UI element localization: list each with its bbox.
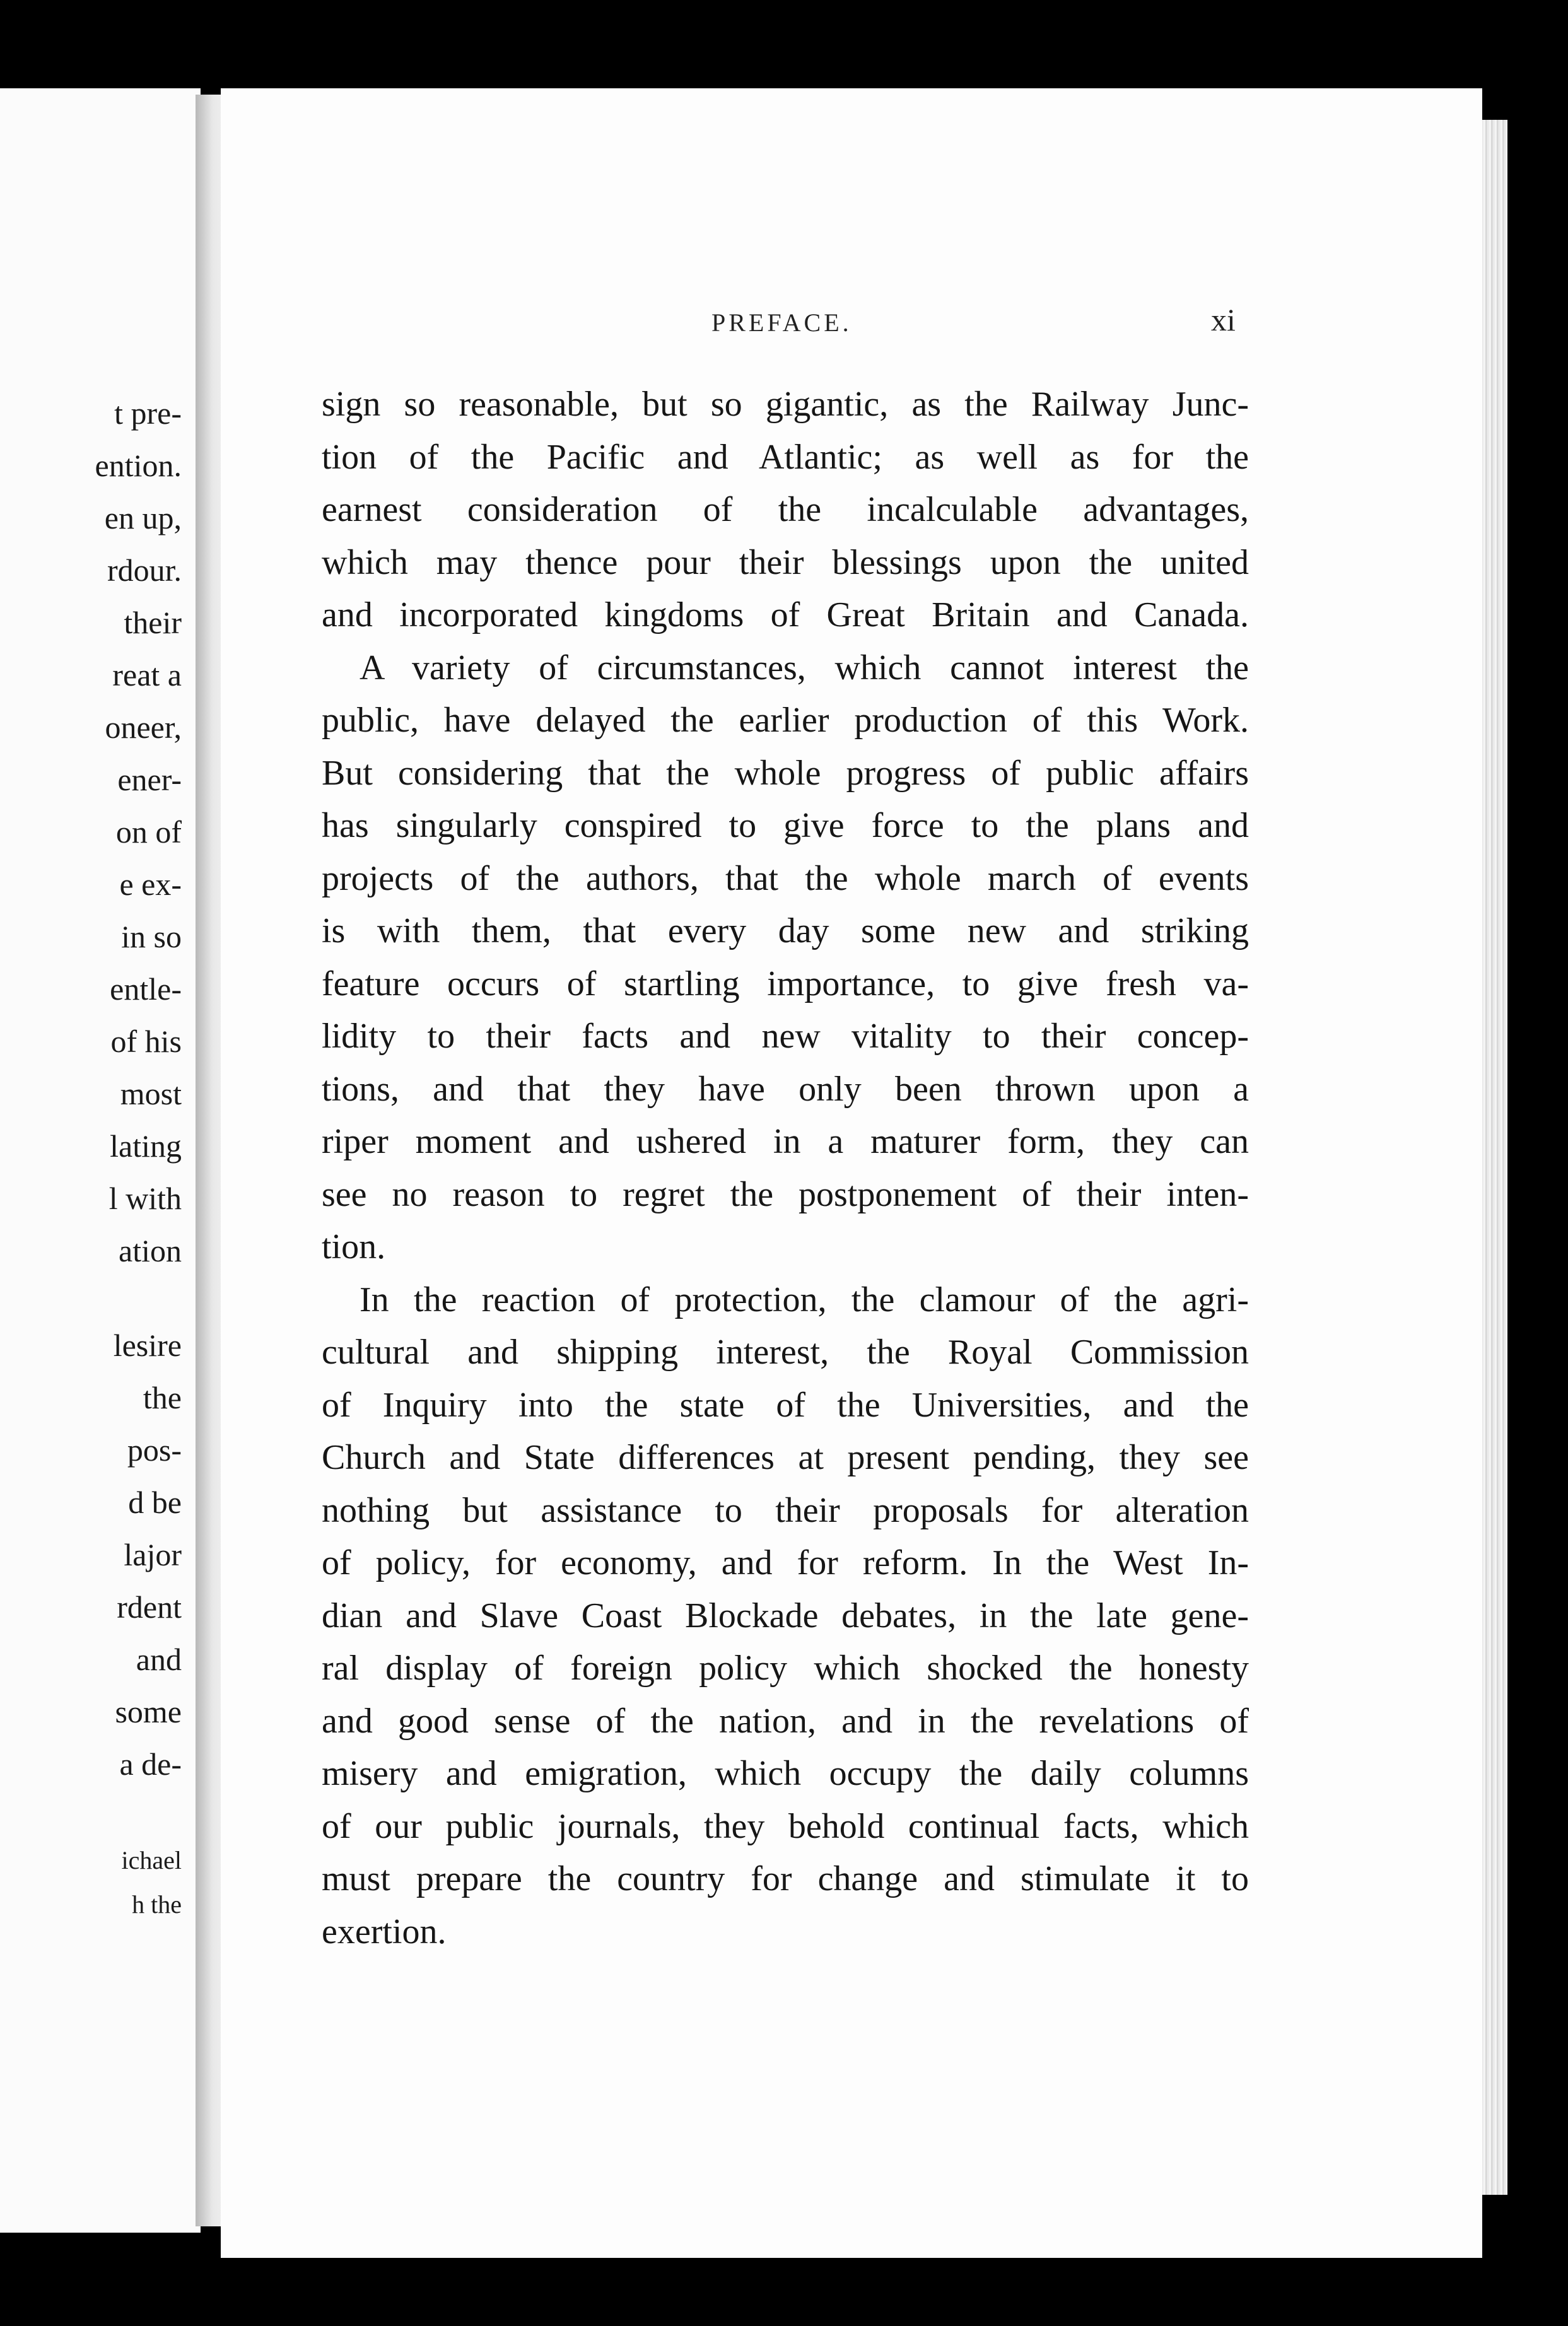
left-line: lating [110,1128,182,1164]
text-line: of Inquiry into the state of the Universities, and the [322,1385,1249,1425]
left-line: t pre- [114,395,182,431]
text-line: must prepare the country for change and stimulate it to [322,1859,1249,1898]
text-line: tion. [322,1227,386,1266]
text-line: projects of the authors, that the whole march of events [322,858,1249,898]
text-line: sign so reasonable, but so gigantic, as the Railway Junc- [322,385,1249,424]
left-line: on of [115,814,182,850]
body-text [322,378,1249,1958]
text-line: In the reaction of protection, the clamour of the agri- [360,1280,1249,1319]
left-line: and [136,1642,182,1677]
left-line: rdent [117,1589,182,1625]
left-line: of his [110,1024,182,1059]
text-line: Church and State differences at present pending, they see [322,1438,1249,1477]
text-line: and good sense of the nation, and in the revelations of [322,1701,1249,1741]
left-line: a de- [119,1746,182,1782]
text-line: misery and emigration, which occupy the daily columns [322,1754,1249,1793]
left-page-fragment [0,88,201,2233]
text-line: lidity to their facts and new vitality to their concep- [322,1017,1249,1056]
left-line: rdour. [107,552,182,588]
running-head: PREFACE. [711,308,852,337]
left-line: some [115,1694,182,1729]
left-line: most [120,1076,182,1111]
text-line: A variety of circumstances, which cannot interest the [360,648,1249,687]
text-line: exertion. [322,1912,447,1951]
text-line: and incorporated kingdoms of Great Britain and Canada. [322,595,1249,634]
left-line: ener- [117,762,182,797]
left-line: l with [108,1181,182,1216]
text-line: of policy, for economy, and for reform. In the West In- [322,1543,1249,1582]
left-line: reat a [112,657,182,693]
text-line: tions, and that they have only been thrown upon a [322,1069,1249,1109]
text-line: But considering that the whole progress of public affairs [322,753,1249,793]
text-line: riper moment and ushered in a maturer form, they can [322,1122,1249,1161]
left-line: lajor [124,1537,182,1572]
left-line: en up, [104,500,182,535]
left-line: the [143,1380,182,1415]
left-line: d be [128,1485,182,1520]
left-line: oneer, [105,710,182,745]
left-line: ichael [121,1846,182,1874]
left-line: entle- [110,971,182,1007]
left-line: lesire [113,1328,182,1363]
text-line: feature occurs of startling importance, to give fresh va- [322,964,1249,1003]
text-line: of our public journals, they behold continual facts, which [322,1806,1249,1846]
left-line: h the [132,1890,182,1919]
text-line: cultural and shipping interest, the Royal Commission [322,1333,1249,1372]
page-number: xi [1211,302,1236,337]
text-line: tion of the Pacific and Atlantic; as well as for the [322,437,1249,477]
left-line: ation [119,1233,182,1268]
text-line: is with them, that every day some new and striking [322,911,1249,950]
left-line: their [124,605,182,640]
page-edges [1482,120,1507,2195]
left-line: in so [121,919,182,954]
text-line: dian and Slave Coast Blockade debates, in the late gene- [322,1596,1249,1635]
text-line: earnest consideration of the incalculable advantages, [322,490,1249,529]
text-line: has singularly conspired to give force to the plans and [322,806,1249,845]
text-line: nothing but assistance to their proposals for alteration [322,1490,1249,1530]
left-line: e ex- [119,867,182,902]
text-line: ral display of foreign policy which shocked the honesty [322,1649,1249,1688]
text-line: which may thence pour their blessings upon the united [322,542,1249,582]
left-line: pos- [127,1432,182,1468]
text-line: see no reason to regret the postponement of their inten- [322,1174,1249,1214]
left-line: ention. [95,448,182,483]
text-line: public, have delayed the earlier production of this Work. [322,701,1249,740]
